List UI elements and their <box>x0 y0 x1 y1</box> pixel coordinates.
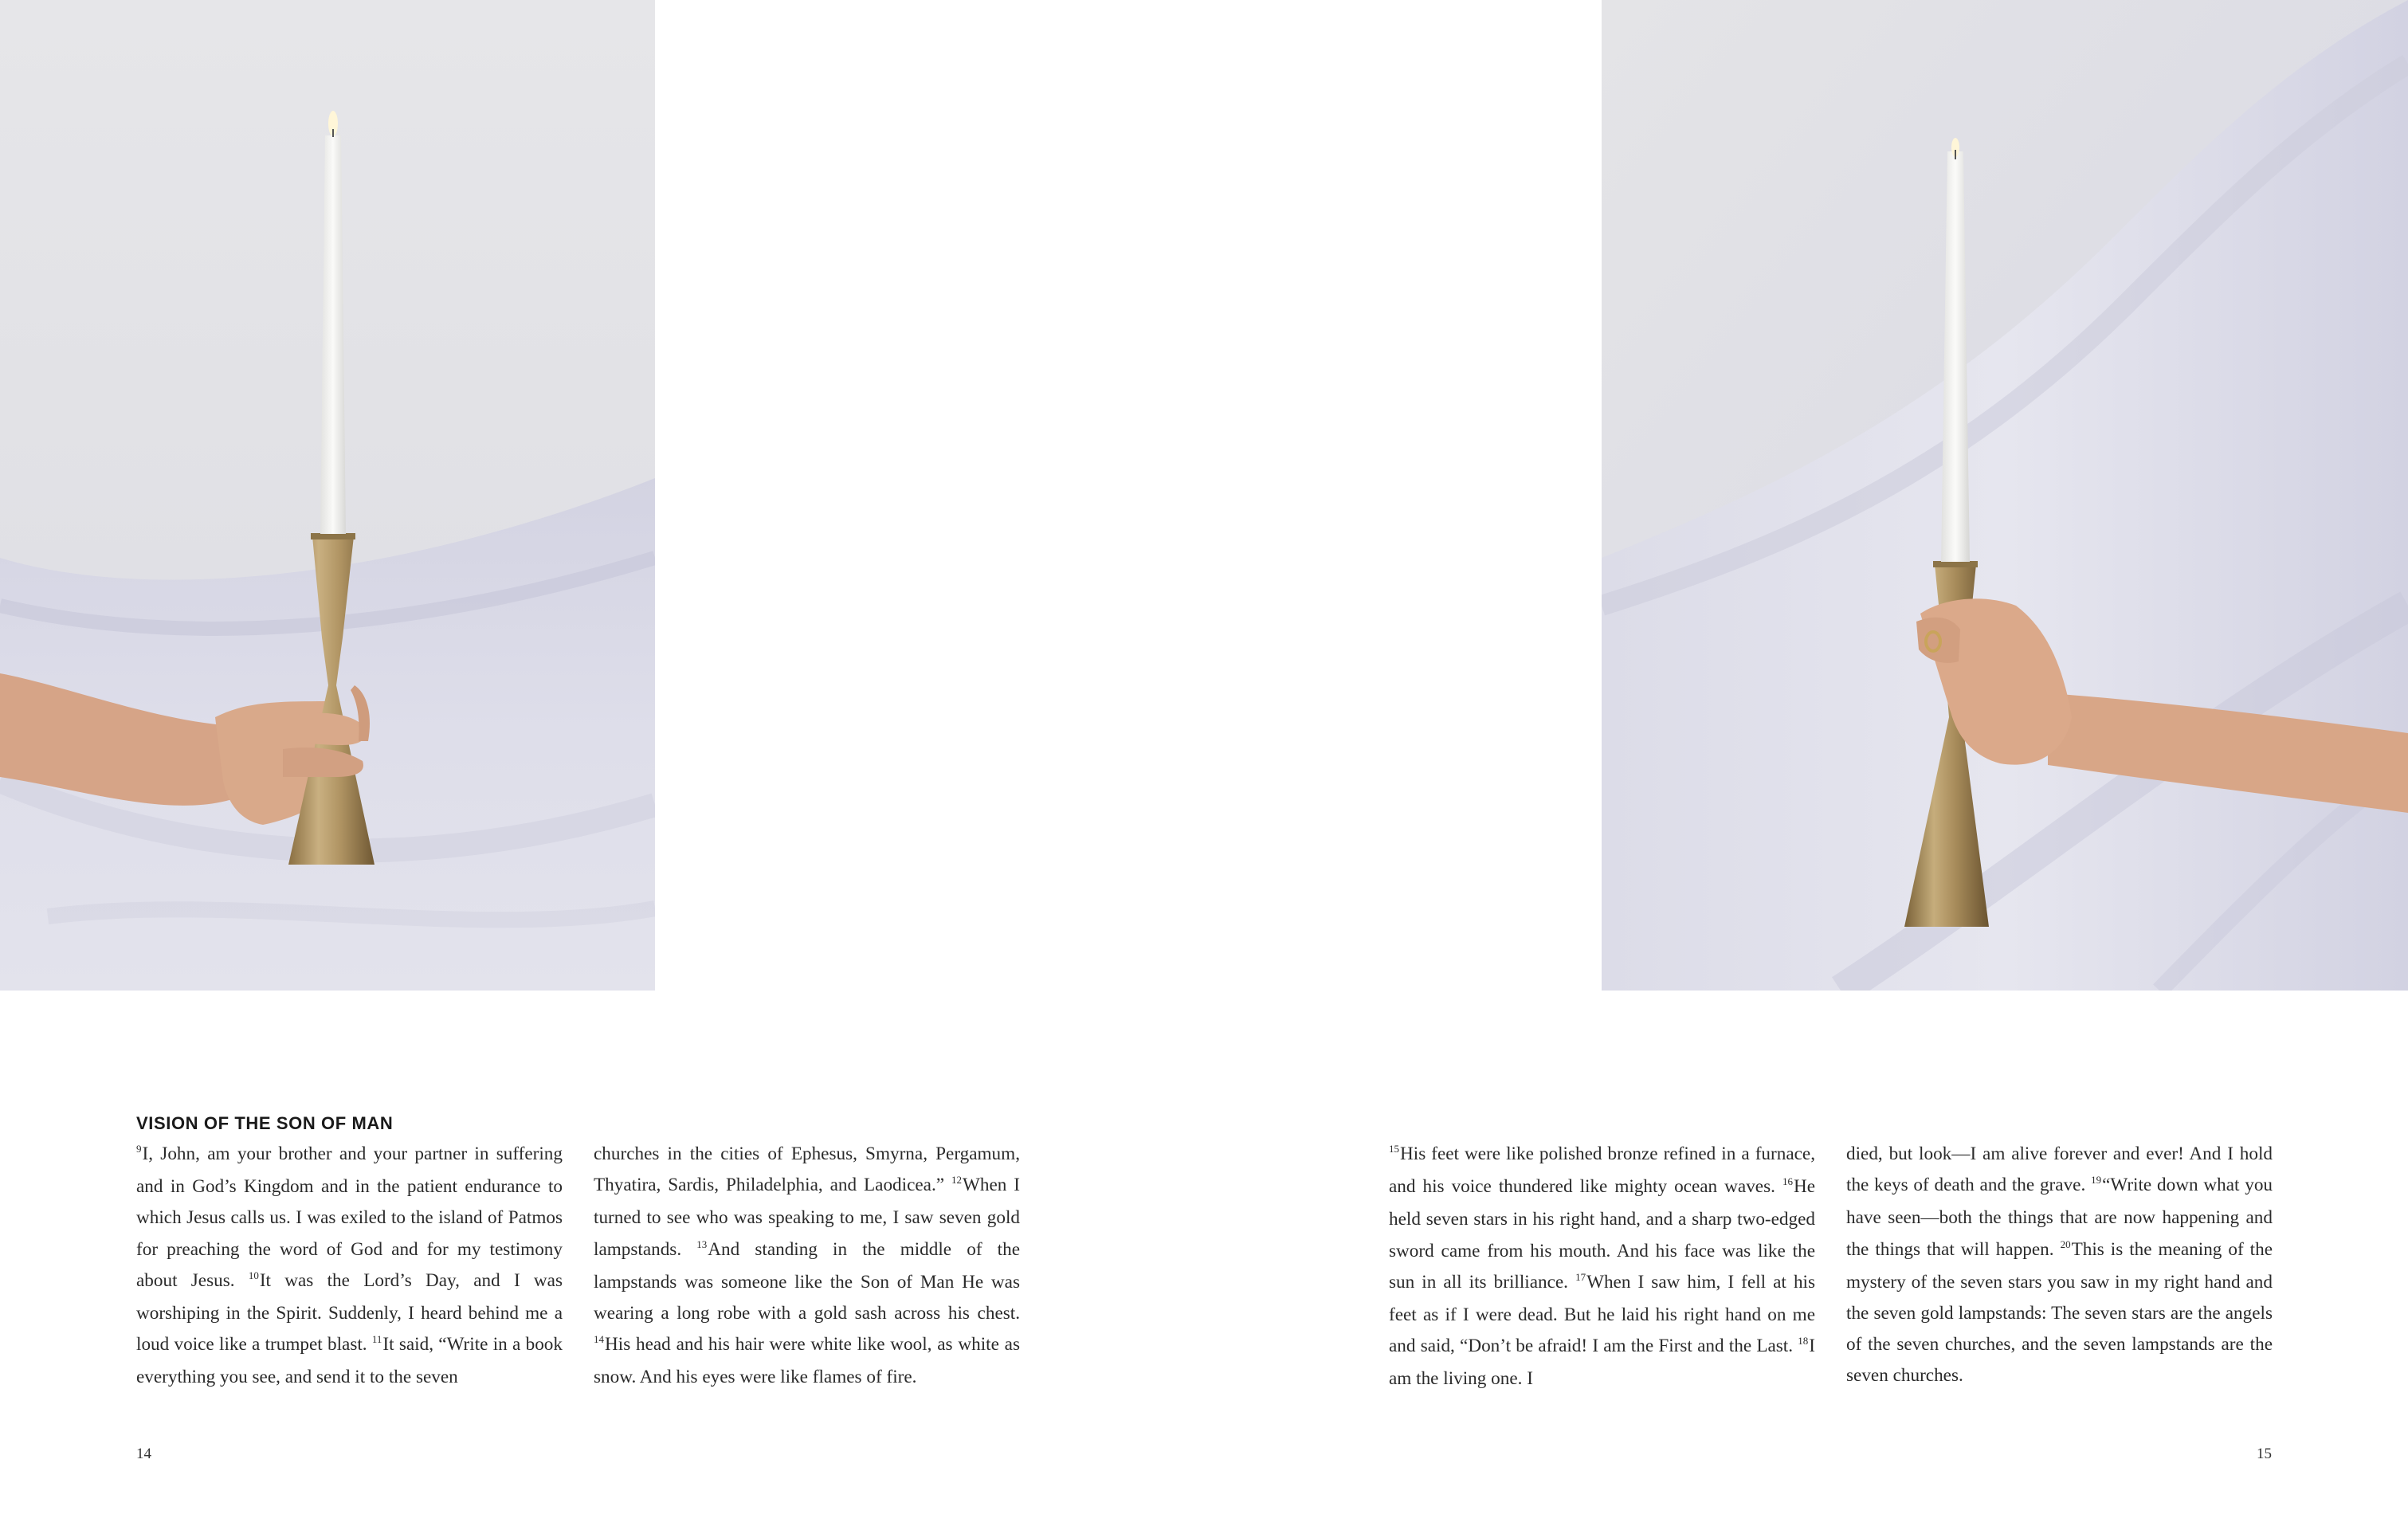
verse-text: His feet were like polished bronze refined in a furnace, and his voice thundered like mighty ocean waves. <box>1389 1144 1815 1198</box>
verse-number: 16 <box>1782 1175 1793 1188</box>
text-column-1 <box>136 1139 563 1394</box>
verse-text: When I saw him, I fell at his feet as if I were dead. But he laid his right hand on me and said, “Don’t be afraid! I am the First and the Last. <box>1389 1271 1816 1357</box>
text-column-4 <box>1846 1139 2273 1392</box>
verse-text: I am the living one. I <box>1389 1336 1815 1390</box>
verse-number: 17 <box>1575 1270 1586 1283</box>
verse-text: “Write down what you have seen—both the things that are now happening and the things that will happen. <box>1846 1175 2273 1260</box>
verse-number: 14 <box>594 1333 604 1346</box>
verse-number: 13 <box>696 1238 708 1250</box>
verse-text: I, John, am your brother and your partner in suffering and in God’s Kingdom and in the patient endurance to which Jesus calls us. I was exiled to the island of Patmos for preaching the word of God and for my testimony about Jesus. <box>136 1144 563 1291</box>
section-heading: VISION OF THE SON OF MAN <box>136 1113 394 1133</box>
verse-text: And standing in the middle of the lampstands was someone like the Son of Man He was wearing a long robe with a gold sash across his chest. <box>594 1238 1020 1324</box>
page-number-left: 14 <box>136 1446 151 1462</box>
photo-right-candle <box>1602 0 2408 991</box>
verse-text: It was the Lord’s Day, and I was worshiping in the Spirit. Suddenly, I heard behind me a loud voice like a trumpet blast. <box>136 1269 563 1355</box>
verse-text: It said, “Write in a book everything you see, and send it to the seven <box>136 1334 563 1388</box>
verse-text: churches in the cities of Ephesus, Smyrna, Pergamum, Thyatira, Sardis, Philadelphia, and Laodicea.” <box>594 1144 1020 1196</box>
candle-photo-right-image <box>1602 0 2408 991</box>
verse-text: He held seven stars in his right hand, and a sharp two-edged sword came from his mouth. And his face was like the sun in all its brilliance. <box>1389 1176 1816 1293</box>
verse-number: 9 <box>136 1143 142 1155</box>
text-column-2 <box>594 1139 1020 1394</box>
verse-number: 18 <box>1798 1335 1809 1348</box>
verse-text: When I turned to see who was speaking to me, I saw seven gold lampstands. <box>594 1175 1021 1260</box>
verse-text: This is the meaning of the mystery of the seven stars you saw in my right hand and the seven gold lampstands: The seven stars are the angels of the seven churches, and the seven lampstands are the seven churches. <box>1846 1238 2273 1387</box>
page-number-right: 15 <box>2257 1446 2272 1462</box>
verse-number: 20 <box>2060 1238 2071 1250</box>
verse-number: 15 <box>1389 1143 1399 1155</box>
photo-left-candle <box>0 0 655 991</box>
verse-number: 12 <box>951 1174 962 1187</box>
verse-number: 11 <box>371 1333 382 1346</box>
verse-number: 19 <box>2091 1174 2102 1187</box>
candle-photo-left-image <box>0 0 655 991</box>
text-column-3 <box>1389 1139 1815 1395</box>
verse-text: His head and his hair were white like wool, as white as snow. And his eyes were like flames of fire. <box>594 1334 1020 1388</box>
verse-number: 10 <box>248 1269 259 1281</box>
verse-text: died, but look—I am alive forever and ever! And I hold the keys of death and the grave. <box>1846 1144 2273 1196</box>
